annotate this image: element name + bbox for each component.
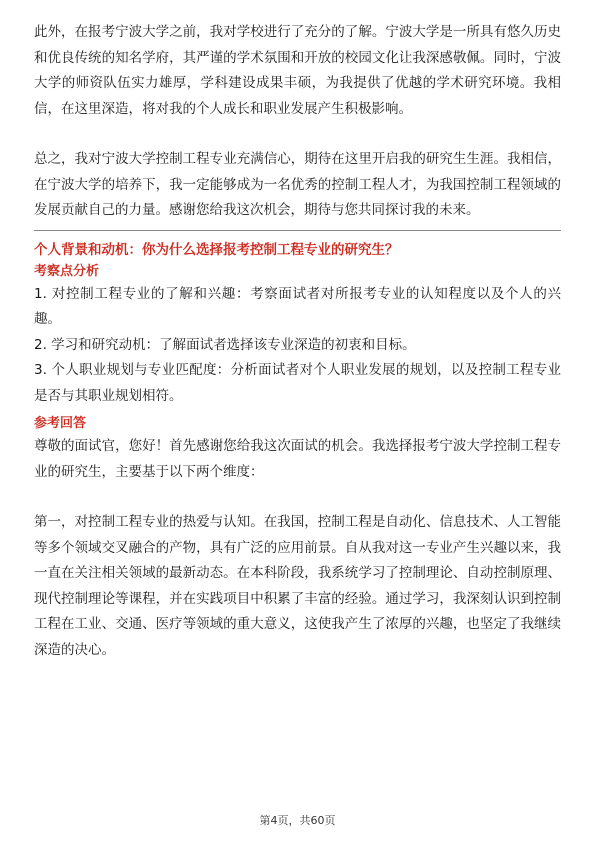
intro-paragraph-1: 此外，在报考宁波大学之前，我对学校进行了充分的了解。宁波大学是一所具有悠久历史和优良传统的知名学府，其严谨的学术氛围和开放的校园文化让我深感敬佩。同时，宁波大学的师资队伍实力雄厚，学科建设成果丰硕，为我提供了优越的学术研究环境。我相信，在这里深造，将对我的个人成长和职业发展产生积极影响。 bbox=[34, 24, 561, 117]
intro-paragraph-2: 总之，我对宁波大学控制工程专业充满信心，期待在这里开启我的研究生生涯。我相信，在宁波大学的培养下，我一定能够成为一名优秀的控制工程人才，为我国控制工程领域的发展贡献自己的力量。感谢您给我这次机会，期待与您共同探讨我的未来。 bbox=[34, 151, 561, 218]
document-page bbox=[34, 20, 561, 663]
analysis-heading: 考察点分析 bbox=[34, 263, 100, 279]
page-number: 第4页，共60页 bbox=[259, 814, 336, 827]
analysis-item-1: 1. 对控制工程专业的了解和兴趣：考察面试者对所报考专业的认知程度以及个人的兴趣。 bbox=[34, 285, 561, 327]
spacer bbox=[34, 122, 561, 147]
section-divider bbox=[34, 230, 561, 231]
answer-heading: 参考回答 bbox=[34, 416, 87, 431]
answer-paragraph-2: 第一，对控制工程专业的热爱与认知。在我国，控制工程是自动化、信息技术、人工智能等多个领域交叉融合的产物，具有广泛的应用前景。自从我对这一专业产生兴趣以来，我一直在关注相关领域的最新动态。在本科阶段，我系统学习了控制理论、自动控制原理、现代控制理论等课程，并在实践项目中积累了丰富的经验。通过学习，我深刻认识到控制工程在工业、交通、医疗等领域的重大意义，这使我产生了浓厚的兴趣，也坚定了我继续深造的决心。 bbox=[34, 514, 561, 658]
question-title: 个人背景和动机：你为什么选择报考控制工程专业的研究生？ bbox=[34, 241, 399, 258]
analysis-item-2: 2. 学习和研究动机：了解面试者选择该专业深造的初衷和目标。 bbox=[34, 336, 416, 353]
analysis-item-3: 3. 个人职业规划与专业匹配度：分析面试者对个人职业发展的规划，以及控制工程专业是否与其职业规划相符。 bbox=[34, 362, 561, 404]
spacer bbox=[34, 485, 561, 510]
answer-paragraph-1: 尊敬的面试官，您好！首先感谢您给我这次面试的机会。我选择报考宁波大学控制工程专业的研究生，主要基于以下两个维度： bbox=[34, 438, 561, 480]
